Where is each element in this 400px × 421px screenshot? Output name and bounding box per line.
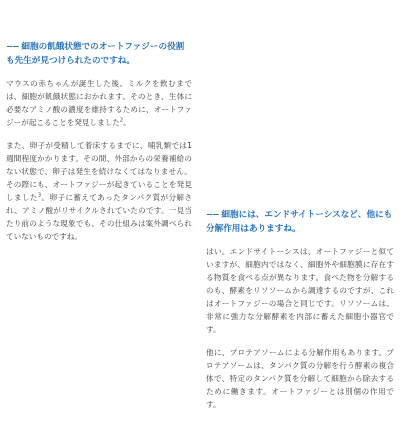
answer-text-end: 。 (123, 118, 131, 127)
footnote-ref-3: 3 (37, 192, 42, 199)
answer-paragraph-3: はい。エンドサイトーシスは、オートファジーと似ていますが、細胞内ではなく、細胞外や細胞膜に存在する物質を食べる点が異なります。食べた物を分解するのも、酵素をリソソームから調達するのですが、これはオートファジーの場合と同じです。リソソームは、非常に強力な分解酵素を内部に蓄えた細胞小器官です。 (206, 247, 394, 334)
answer-paragraph-4: 他に、プロテアソームによる分解作用もあります。プロテアソームは、タンパク質の分解を行う酵素の複合体で、特定のタンパク質を分解して細胞から除去するために働きます。オートファジーとは別個の作用です。 (206, 348, 394, 409)
answer-paragraph-1 (6, 77, 192, 129)
answer-paragraph-2 (6, 139, 192, 243)
answer-text: マウスの赤ちゃんが誕生した後、ミルクを飲むまでは、細胞が飢餓状態におかれます。そのとき、生体に必要なアミノ酸の濃度を維持するために、オートファジーが起こることを発見しました (6, 79, 192, 127)
question-dash: −− (206, 210, 219, 220)
footnote-ref-2: 2 (119, 117, 124, 124)
interview-question-1 (6, 40, 192, 68)
answer-text: また、卵子が受精して着床するまでに、哺乳類では1週間程度かかります。その間、外部からの栄養補給のない状態で、卵子は発生を続けなくてはなりません。その際にも、オートファジーが起きていることを発見しました (6, 141, 192, 202)
interview-question-2 (206, 208, 394, 236)
question-text: 細胞には、エンドサイトーシスなど、他にも分解作用はありますね。 (206, 210, 393, 234)
left-column (6, 40, 192, 253)
question-dash: −− (6, 42, 19, 52)
answer-text-end: 。卵子に蓄えてあったタンパク質が分解され、アミノ酸がリサイクルされていたのです。一見当たり前のような現象でも、その仕組みは案外調べられていないものですね。 (6, 193, 193, 241)
question-text: 細胞の飢餓状態でのオートファジーの役割も先生が見つけられたのですね。 (6, 42, 185, 66)
right-column (206, 208, 394, 421)
